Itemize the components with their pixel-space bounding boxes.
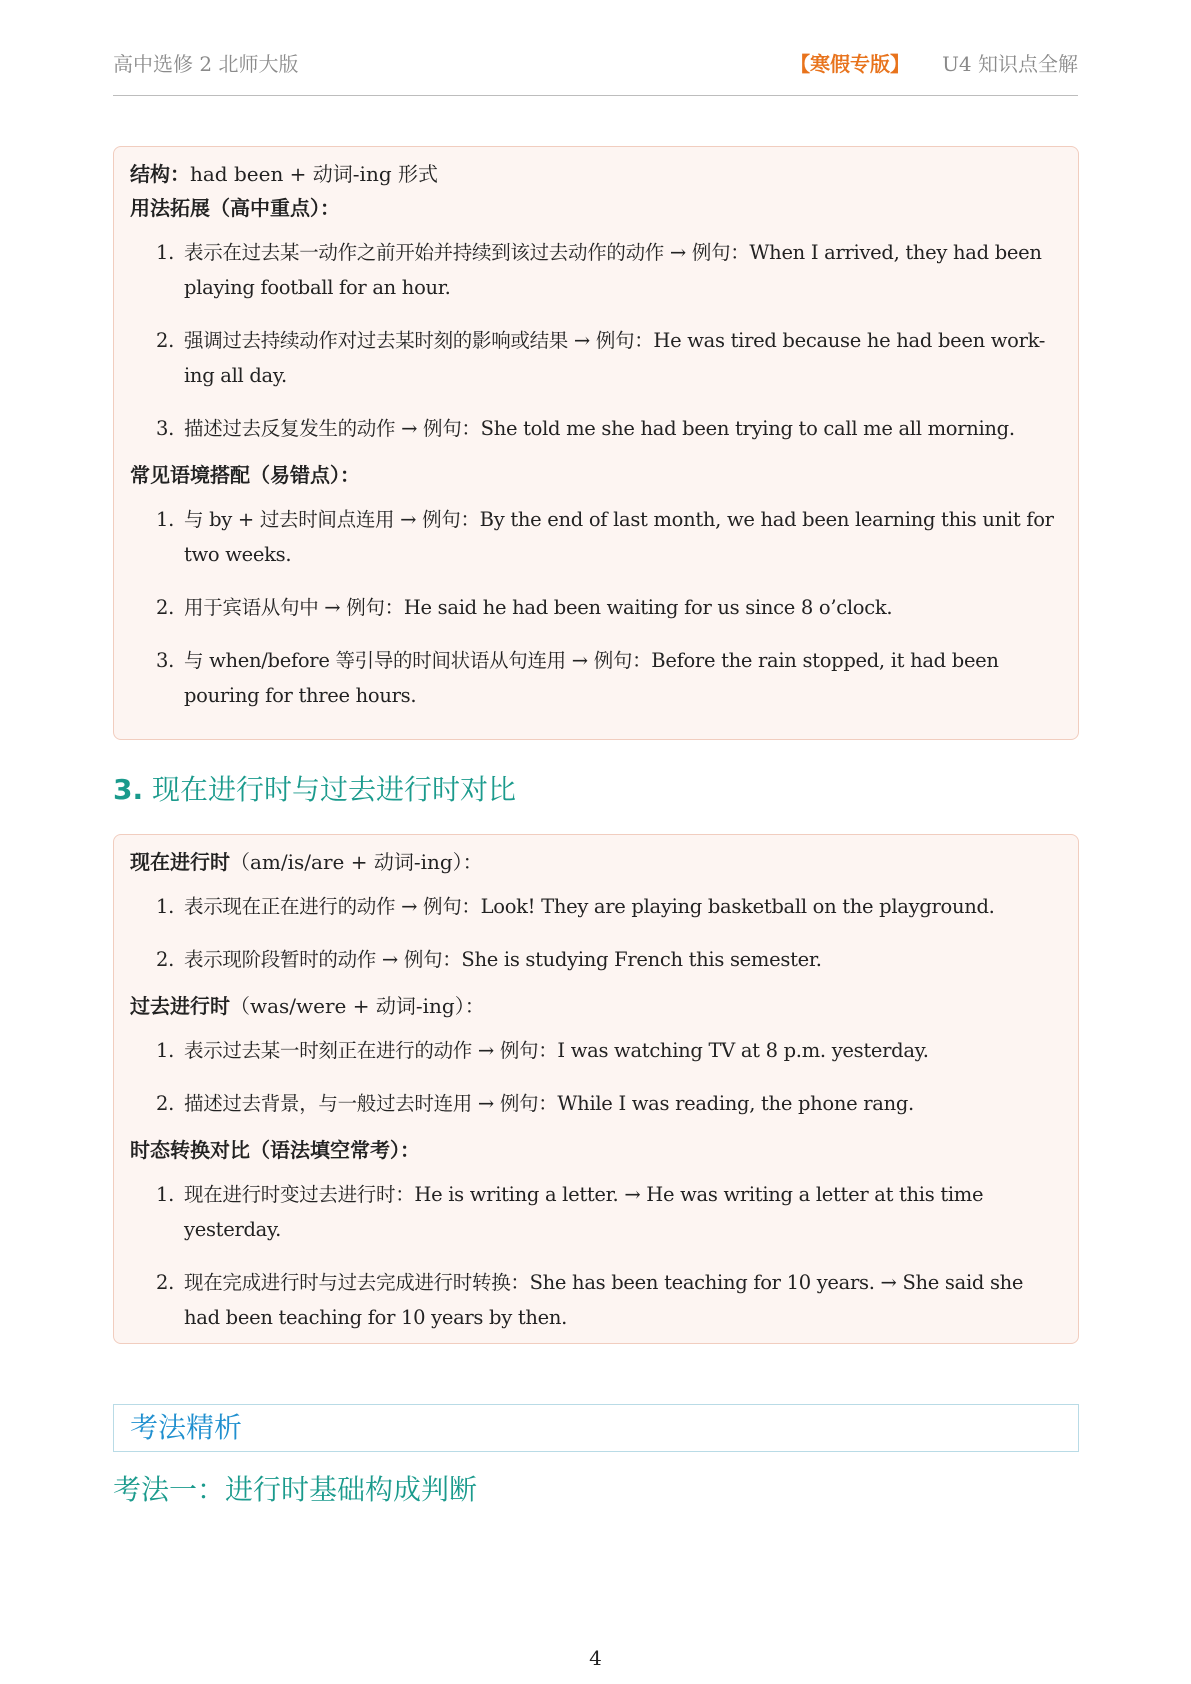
present-continuous-formula: （am/is/are + 动词-ing）： (230, 850, 483, 874)
list-item: 2. 现在完成进行时与过去完成进行时转换：She has been teaching for 10 years. → She said she had been teaching for 10 years by then. (156, 1271, 1024, 1329)
list-item: 1. 表示现在正在进行的动作 → 例句：Look! They are playing basketball on the playground. (156, 895, 995, 918)
list-item: 2. 用于宾语从句中 → 例句：He said he had been waiting for us since 8 o’clock. (156, 596, 893, 619)
header-edition-tag: 【寒假专版】 (790, 52, 911, 76)
present-continuous-list (130, 889, 1062, 977)
usage-heading: 用法拓展（高中重点）： (130, 196, 340, 220)
exam-analysis-title: 考法精析 (130, 1411, 243, 1444)
context-list (130, 502, 1062, 713)
structure-label: 结构： (130, 162, 190, 186)
tense-conversion-list (130, 1177, 1062, 1335)
section-3-title (113, 768, 516, 808)
present-continuous-label: 现在进行时 (130, 850, 230, 874)
list-item: 3. 与 when/before 等引导的时间状语从句连用 → 例句：Before the rain stopped, it had been pouring for three hours. (156, 649, 999, 707)
usage-list (130, 235, 1062, 446)
list-item: 1. 表示在过去某一动作之前开始并持续到该过去动作的动作 → 例句：When I arrived, they had been playing football for an hour. (156, 241, 1042, 299)
header-book-title: 高中选修 2 北师大版 (113, 52, 299, 76)
page-header (113, 44, 1078, 96)
section-title-text: 现在进行时与过去进行时对比 (152, 773, 517, 806)
structure-text: had been + 动词-ing 形式 (190, 162, 438, 186)
section-number: 3. (113, 773, 144, 806)
list-item: 3. 描述过去反复发生的动作 → 例句：She told me she had been trying to call me all morning. (156, 417, 1015, 440)
list-item: 2. 表示现阶段暂时的动作 → 例句：She is studying French this semester. (156, 948, 822, 971)
page-number: 4 (589, 1646, 602, 1670)
past-continuous-formula: （was/were + 动词-ing）： (230, 994, 485, 1018)
list-item: 2. 强调过去持续动作对过去某时刻的影响或结果 → 例句：He was tired because he had been work-ing all day. (156, 329, 1046, 387)
exam-analysis-banner (113, 1404, 1079, 1452)
tense-comparison-box (113, 834, 1079, 1344)
header-unit-title: U4 知识点全解 (942, 52, 1078, 76)
past-continuous-label: 过去进行时 (130, 994, 230, 1018)
list-item: 1. 表示过去某一时刻正在进行的动作 → 例句：I was watching TV at 8 p.m. yesterday. (156, 1039, 929, 1062)
past-continuous-heading (130, 991, 1062, 1021)
method-1-title: 考法一：进行时基础构成判断 (113, 1473, 478, 1506)
header-right (790, 48, 1078, 77)
present-continuous-heading (130, 847, 1062, 877)
tense-conversion-heading: 时态转换对比（语法填空常考）： (130, 1138, 420, 1162)
past-continuous-list (130, 1033, 1062, 1121)
list-item: 2. 描述过去背景，与一般过去时连用 → 例句：While I was reading, the phone rang. (156, 1092, 914, 1115)
structure-line (130, 159, 1062, 189)
past-perfect-continuous-box (113, 146, 1079, 740)
context-heading: 常见语境搭配（易错点）： (130, 463, 360, 487)
list-item: 1. 现在进行时变过去进行时：He is writing a letter. → He was writing a letter at this time yesterday. (156, 1183, 984, 1241)
list-item: 1. 与 by + 过去时间点连用 → 例句：By the end of last month, we had been learning this unit for two weeks. (156, 508, 1054, 566)
